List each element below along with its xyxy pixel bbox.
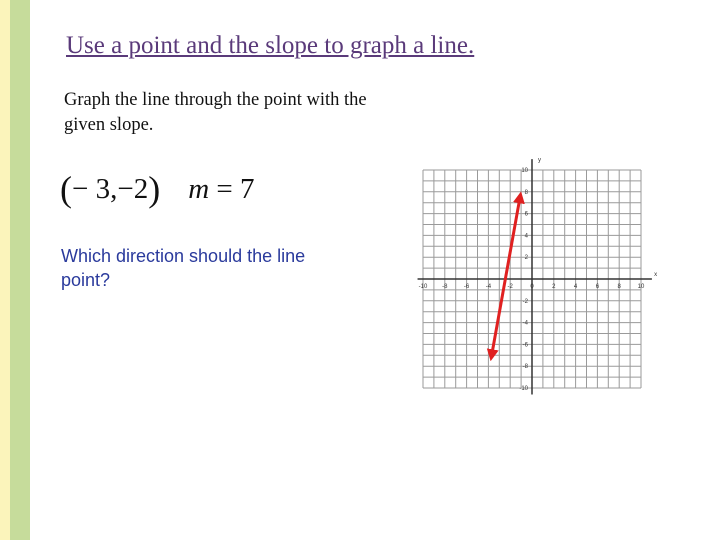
y-tick-label: -2 bbox=[522, 298, 528, 305]
y-tick-label: 6 bbox=[524, 211, 528, 218]
y-axis-label: y bbox=[538, 157, 541, 164]
x-axis-label: x bbox=[654, 272, 658, 278]
y-tick-label: -6 bbox=[522, 342, 528, 349]
x-tick-label: -4 bbox=[485, 284, 492, 290]
x-tick-label: 2 bbox=[552, 284, 556, 290]
x-tick-label: 8 bbox=[617, 284, 621, 290]
x-tick-label: -10 bbox=[418, 284, 428, 290]
y-tick-label: -10 bbox=[519, 386, 528, 392]
x-tick-label: 10 bbox=[637, 284, 645, 290]
x-tick-label: 6 bbox=[595, 284, 600, 290]
point-open-paren: ( bbox=[60, 169, 72, 209]
x-tick-label: -2 bbox=[507, 284, 513, 290]
slope-variable: m bbox=[188, 173, 210, 205]
point-coordinates: − 3,−2 bbox=[72, 173, 149, 205]
instruction-text: Graph the line through the point with the given slope. bbox=[64, 90, 367, 135]
slide-title: Use a point and the slope to graph a line. bbox=[66, 32, 475, 59]
y-tick-label: 2 bbox=[524, 255, 528, 262]
y-tick-label: 8 bbox=[524, 189, 528, 196]
slope-value: = 7 bbox=[216, 173, 255, 205]
x-tick-label: 4 bbox=[573, 284, 578, 290]
x-tick-label: -6 bbox=[463, 284, 470, 290]
x-tick-label: -8 bbox=[442, 284, 448, 290]
question-text: Which direction should the line point? bbox=[61, 246, 306, 290]
y-tick-label: 10 bbox=[521, 168, 528, 174]
x-tick-label: 0 bbox=[530, 284, 534, 290]
y-tick-label: -8 bbox=[522, 364, 528, 371]
graphed-line bbox=[492, 197, 520, 355]
y-tick-label: 4 bbox=[524, 233, 528, 240]
point-close-paren: ) bbox=[148, 169, 161, 209]
y-tick-label: -4 bbox=[522, 320, 528, 327]
